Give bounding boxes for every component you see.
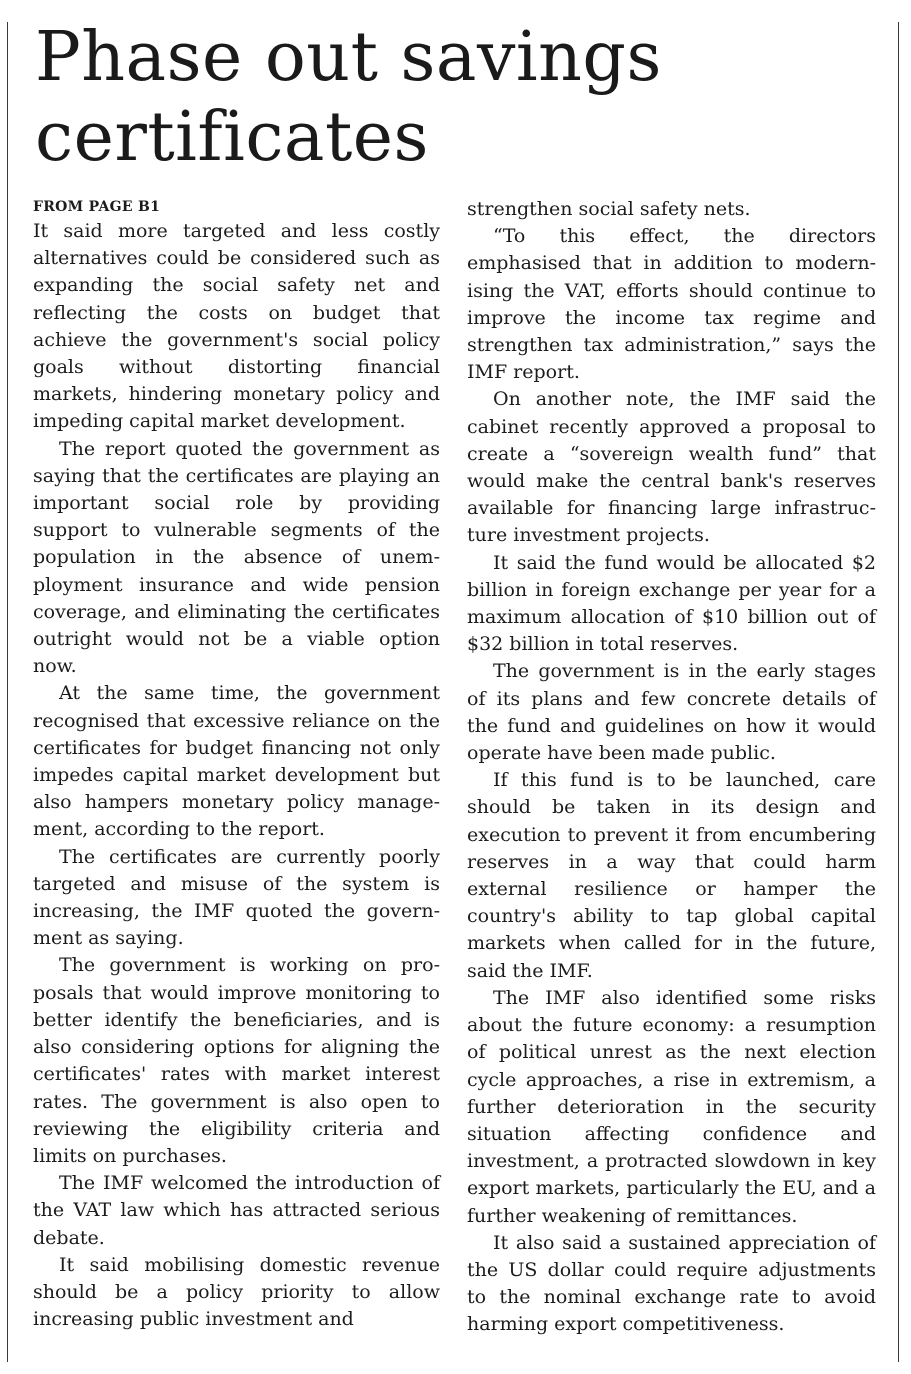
paragraph: It also said a sustained appreciation of the US dollar could require adjustments to the nominal exchange rate to avoid harming export competitiveness.	[467, 1231, 876, 1336]
paragraph: It said the fund would be allocated $2 billion in foreign exchange per year for a maximum allocation of $10 billion out of $32 billion in total reserves.	[467, 551, 876, 656]
paragraph: If this fund is to be launched, care should be taken in its design and execution to prevent it from encumbering reserves in a way that could harm external resilience or hamper the country's ability to tap global capital markets when called for in the future, said the IMF.	[467, 769, 876, 982]
paragraph-continuation: strengthen social safety nets.	[467, 198, 751, 220]
right-column-rule	[898, 22, 899, 1362]
paragraph: It said more targeted and less costly alternatives could be considered such as expanding the social safety net and reflecting the costs on budget that achieve the government's social policy goals without distorting financial markets, hindering monetary policy and impeding capital market development.	[33, 220, 440, 433]
paragraph: The government is in the early stages of its plans and few concrete details of the fund and guidelines on how it would operate have been made public.	[467, 660, 876, 765]
paragraph: The report quoted the government as saying that the certificates are playing an important social role by providing support to vulnerable segments of the population in the absence of unemployment insurance and wide pension coverage, and eliminating the certificates outright would not be a viable option now.	[33, 437, 440, 678]
paragraph: It said mobilising domestic revenue should be a policy priority to allow increasing public investment and	[33, 1253, 440, 1331]
paragraph: On another note, the IMF said the cabinet recently approved a proposal to create a “sovereign wealth fund” that would make the central bank's reserves available for financing large infrastructure investment projects.	[467, 388, 876, 547]
headline: Phase out savings certificates	[35, 18, 662, 177]
left-column	[33, 196, 440, 1333]
right-column	[467, 196, 876, 1339]
paragraph: “To this effect, the directors emphasised that in addition to modernising the VAT, efforts should continue to improve the income tax regime and strengthen tax administration,” says the IMF report.	[467, 225, 876, 384]
paragraph: The IMF welcomed the introduction of the VAT law which has attracted serious debate.	[33, 1172, 440, 1249]
paragraph: The certificates are currently poorly targeted and misuse of the system is increasing, the IMF quoted the government as saying.	[33, 845, 440, 950]
paragraph: The IMF also identified some risks about the future economy: a resumption of political unrest as the next election cycle approaches, a rise in extremism, a further deterioration in the security situation affecting confidence and investment, a protracted slowdown in key export markets, particularly the EU, and a further weakening of remittances.	[467, 986, 876, 1227]
paragraph: At the same time, the government recognised that excessive reliance on the certificates for budget financing not only impedes capital market development but also hampers monetary policy management, according to the report.	[33, 682, 440, 841]
paragraph: The government is working on proposals that would improve monitoring to better identify the beneficiaries, and is also considering options for aligning the certificates' rates with market interest rates. The government is also open to reviewing the eligibility criteria and limits on purchases.	[33, 954, 440, 1167]
kicker: FROM PAGE B1	[33, 199, 161, 215]
left-column-rule	[7, 22, 8, 1362]
